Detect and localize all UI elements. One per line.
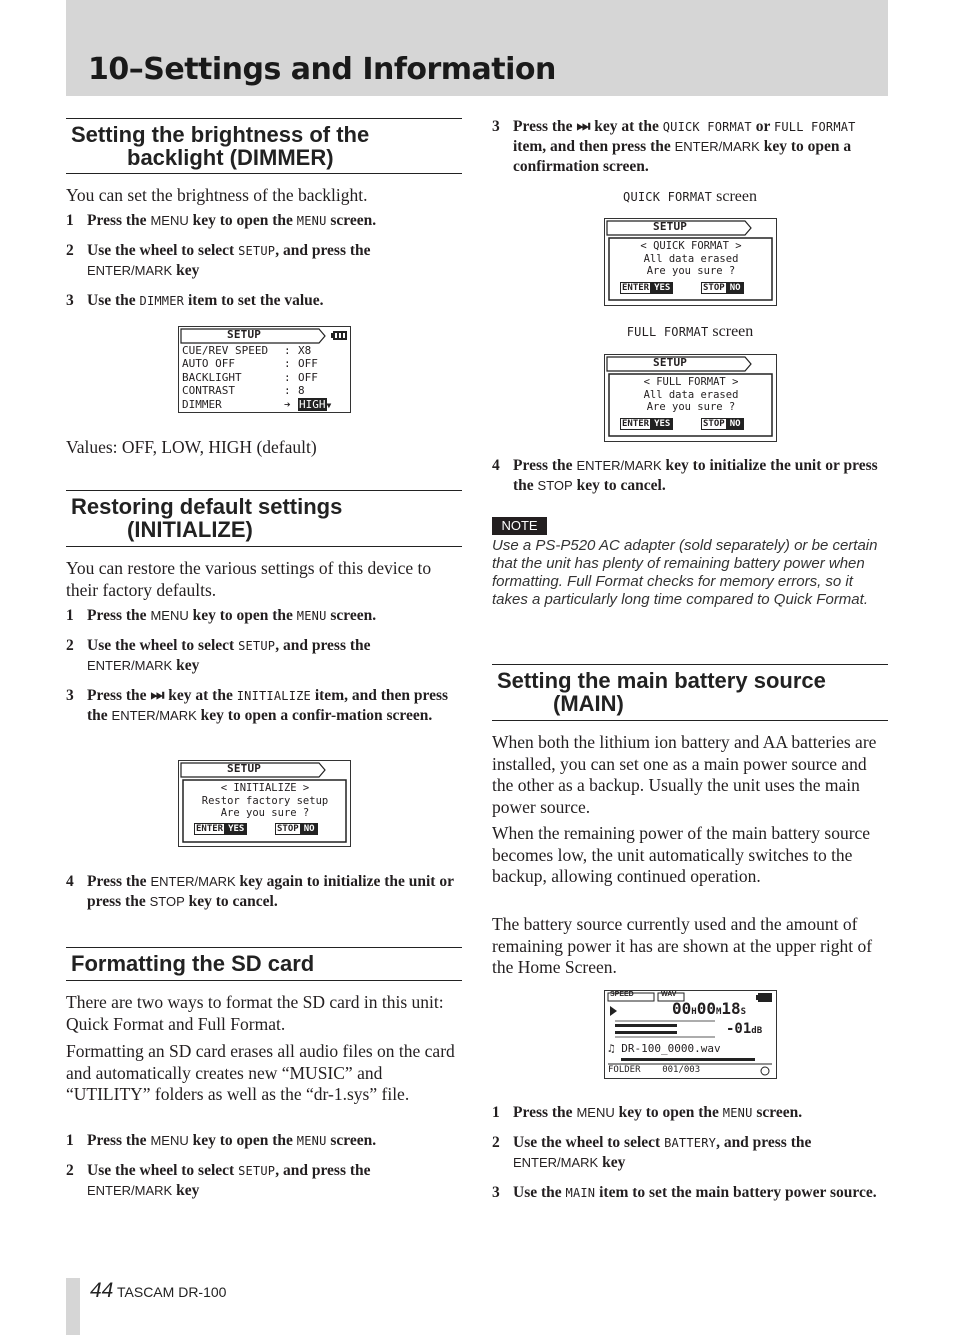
dimmer-values: Values: OFF, LOW, HIGH (default) [66,437,317,457]
lcd-label: MAIN [565,1186,596,1200]
step-text: Press the [87,212,151,229]
lcd-label: BATTERY [664,1136,717,1150]
key-label: MENU [150,608,189,623]
time-hours: 00 [672,999,692,1018]
peak-unit: dB [751,1026,763,1036]
screen-title: SETUP [653,356,688,369]
page-footer [90,1279,226,1303]
confirm-line: < QUICK FORMAT > [640,240,742,252]
initialize-intro: You can restore the various settings of this device to their factory defaults. [66,558,432,600]
heading-line2: (INITIALIZE) [127,517,253,542]
step-number: 2 [492,1134,500,1151]
format-step-2 [66,1161,462,1201]
step-text: , and press the [275,242,371,259]
dimmer-step-1 [66,211,462,231]
row-label: CONTRAST [182,384,235,398]
lcd-label: MENU [296,214,327,228]
step-text: screen. [326,212,377,229]
heading-line1: Formatting the SD card [71,951,315,976]
step-text: screen. [326,607,377,624]
step-text: key to open the [188,607,297,624]
step-number: 2 [66,637,74,654]
setup-list [182,344,350,412]
file-type-tag: WAV [661,991,677,998]
enter-label: ENTER [622,283,650,293]
lcd-label: MENU [722,1106,753,1120]
stop-label: STOP [703,419,725,429]
confirm-line: Are you sure ? [220,807,310,819]
key-label: ENTER/MARK [87,658,173,673]
row-label: AUTO OFF [182,357,235,371]
brand-name: TASCAM [117,1284,175,1300]
no-label: NO [727,282,744,294]
row-sep: : [284,357,291,371]
step-number: 3 [66,292,74,309]
key-label: MENU [150,213,189,228]
row-value: X8 [298,344,312,357]
dropdown-arrow-icon: ▼ [326,400,332,410]
heading-line2: backlight (DIMMER) [127,145,334,170]
confirm-line: Are you sure ? [646,265,736,277]
step-text: key to cancel. [572,477,666,494]
heading-line1: Setting the brightness of the [71,122,370,147]
step-text: Press the [87,1132,151,1149]
step-text: , and press the [275,637,371,654]
lcd-label: FULL FORMAT [773,120,856,134]
time-unit-s: S [740,1007,747,1017]
section-heading-initialize [66,490,462,547]
step-text: item, and then press the [87,687,449,724]
next-key-icon: ⏭ [150,687,165,704]
chapter-title: 10–Settings and Information [88,52,556,87]
step-text: key [172,657,200,674]
lcd-label: MENU [296,1134,327,1148]
section-heading-format [66,947,462,981]
initialize-step-1 [66,606,462,626]
key-label: MENU [150,1133,189,1148]
format-intro-1: There are two ways to format the SD card in this unit: Quick Format and Full Format. [66,992,444,1034]
enter-yes-hint [620,419,673,429]
step-text: key [172,1182,200,1199]
dimmer-setup-screen [178,326,351,413]
heading-line1: Setting the main battery source [497,668,826,693]
screen-title: SETUP [227,328,262,341]
format-step-1 [66,1131,462,1151]
step-text: Use the wheel to select [87,242,239,259]
stop-no-hint [275,824,318,834]
note-text: Use a PS-P520 AC adapter (sold separately) or be certain that the unit has plenty of remaining battery power when formatting. Full Format checks for memory errors, so it takes a particularly long time compared to Quick Format. [492,537,878,608]
step-number: 1 [66,1132,74,1149]
time-seconds: 18 [721,999,741,1018]
key-label: STOP [149,894,185,909]
time-minutes: 00 [696,999,716,1018]
screen-title: SETUP [653,220,688,233]
enter-label: ENTER [622,419,650,429]
yes-label: YES [225,823,247,835]
step-number: 3 [492,118,500,135]
step-text: Press the [513,1104,577,1121]
key-label: ENTER/MARK [513,1155,599,1170]
key-label: ENTER/MARK [576,458,662,473]
confirm-line: Restor factory setup [201,794,329,807]
step-text: Press the [87,873,151,890]
step-text: Use the [513,1184,566,1201]
time-unit-h: H [691,1007,697,1017]
full-format-screen [604,354,777,442]
step-text: Use the wheel to select [87,1162,239,1179]
step-text: key to open a confirmation screen. [513,138,852,175]
time-unit-m: M [715,1007,722,1017]
row-value: OFF [298,370,318,384]
step-text: key [598,1154,626,1171]
lcd-label: SETUP [238,244,276,258]
lcd-label: SETUP [238,639,276,653]
speed-tag: SPEED [610,991,634,998]
key-label: ENTER/MARK [111,708,197,723]
lcd-label: MENU [296,609,327,623]
row-value: OFF [298,357,318,371]
step-text: Press the [513,118,577,135]
initialize-step-4 [66,872,462,912]
format-step-3 [492,117,888,177]
step-text: key again to initialize the unit or press the [87,873,454,910]
step-number: 1 [66,212,74,229]
left-column [66,0,462,1335]
stop-no-hint [701,419,744,429]
confirm-line: < FULL FORMAT > [643,376,739,388]
initialize-confirm-screen [178,760,351,847]
step-text: key to initialize the unit or press the [513,457,878,494]
key-label: ENTER/MARK [150,874,236,889]
confirm-line: Are you sure ? [646,401,736,413]
row-sep: : [284,370,291,384]
file-name: DR-100_0000.wav [621,1042,721,1055]
row-sep: : [284,384,291,398]
row-value-highlighted: HIGH [299,397,326,411]
quick-format-screen [604,218,777,306]
lcd-label: QUICK FORMAT [623,190,713,204]
heading-line1: Restoring default settings [71,494,343,519]
stop-no-hint [701,283,744,293]
row-label: BACKLIGHT [182,370,242,384]
format-step-4 [492,456,888,496]
step-number: 1 [492,1104,500,1121]
step-number: 3 [492,1184,500,1201]
step-number: 2 [66,242,74,259]
heading-line2: (MAIN) [553,691,624,716]
setup-row [182,384,350,397]
key-label: MENU [576,1105,615,1120]
confirm-message [610,376,772,414]
step-text: key to open a confir-mation screen. [196,707,433,724]
stop-label: STOP [703,283,725,293]
music-note-icon: ♫ [608,1042,615,1055]
screen-title: SETUP [227,762,262,775]
step-number: 4 [492,457,500,474]
lcd-label: DIMMER [139,294,185,308]
dimmer-step-2 [66,241,462,281]
folder-count: 001/003 [662,1065,701,1075]
next-key-icon: ⏭ [576,118,591,135]
footer-bar [66,1278,80,1335]
initialize-step-2 [66,636,462,676]
battery-paragraph-2: When the remaining power of the main battery source becomes low, the unit automatically switches to the backup, allowing continued operation. [492,823,871,886]
row-label: CUE/REV SPEED [182,344,269,357]
yes-label: YES [651,282,673,294]
step-text: Press the [87,607,151,624]
key-label: ENTER/MARK [87,1183,173,1198]
confirm-line: < INITIALIZE > [220,782,310,794]
confirm-line: All data erased [643,252,739,265]
step-text: key at the [164,687,237,704]
key-label: ENTER/MARK [87,263,173,278]
caption-text: screen [712,188,757,205]
dimmer-step-3 [66,291,462,311]
row-label: DIMMER [182,397,222,411]
step-text: key to open the [188,1132,297,1149]
folder-label: FOLDER [608,1065,641,1075]
battery-paragraph-3: The battery source currently used and the amount of remaining power it has are shown at the upper right of the Home Screen. [492,914,873,977]
stop-label: STOP [277,824,299,834]
confirm-message [610,240,772,278]
step-number: 3 [66,687,74,704]
lcd-label: SETUP [238,1164,276,1178]
setup-row [182,371,350,384]
caption-text: screen [708,323,754,340]
step-number: 2 [66,1162,74,1179]
section-heading-dimmer [66,118,462,174]
full-format-caption [492,323,888,341]
setup-row-selected [182,398,350,412]
step-text: item to set the value. [184,292,324,309]
dimmer-intro: You can set the brightness of the backlight. [66,185,368,205]
confirm-line: All data erased [643,388,739,401]
row-sep: ➔ [284,397,291,411]
key-label: STOP [537,478,573,493]
lcd-label: INITIALIZE [236,689,311,703]
step-text: Press the [513,457,577,474]
setup-row [182,357,350,370]
quick-format-caption [492,188,888,206]
enter-label: ENTER [196,824,224,834]
step-text: item, and then press the [513,138,675,155]
row-sep: : [284,344,291,357]
enter-yes-hint [194,824,247,834]
model-name: DR-100 [178,1284,227,1300]
confirm-message [184,782,346,820]
no-label: NO [301,823,318,835]
step-text: Press the [87,687,151,704]
step-number: 1 [66,607,74,624]
step-text: key to cancel. [184,893,278,910]
peak-value: -01 [726,1021,752,1037]
step-text: Use the wheel to select [513,1134,665,1151]
lcd-label: FULL FORMAT [626,325,709,339]
yes-label: YES [651,418,673,430]
step-text: , and press the [275,1162,371,1179]
step-text: key to open the [188,212,297,229]
initialize-step-3 [66,686,462,726]
step-text: key at the [590,118,663,135]
step-text: item to set the main battery power source. [595,1184,877,1201]
lcd-label: QUICK FORMAT [662,120,752,134]
step-text: , and press the [716,1134,812,1151]
no-label: NO [727,418,744,430]
step-number: 4 [66,873,74,890]
step-text: key [172,262,200,279]
step-text: or [751,118,774,135]
battery-paragraph-1: When both the lithium ion battery and AA batteries are installed, you can set one as a main power source and the other as a backup. Usually the unit uses the main power source. [492,732,877,817]
format-intro-2: Formatting an SD card erases all audio files on the card and automatically creates new “MUSIC” and “UTILITY” folders as well as the “dr-1.sys” file. [66,1041,455,1104]
enter-yes-hint [620,283,673,293]
setup-row [182,344,350,357]
key-label: ENTER/MARK [674,139,760,154]
step-text: screen. [752,1104,803,1121]
page-number: 44 [90,1279,114,1302]
row-value: 8 [298,384,305,398]
note-badge: NOTE [492,517,547,535]
step-text: key to open the [614,1104,723,1121]
step-text: screen. [326,1132,377,1149]
step-text: Use the wheel to select [87,637,239,654]
right-column [492,0,888,1335]
step-text: Use the [87,292,140,309]
